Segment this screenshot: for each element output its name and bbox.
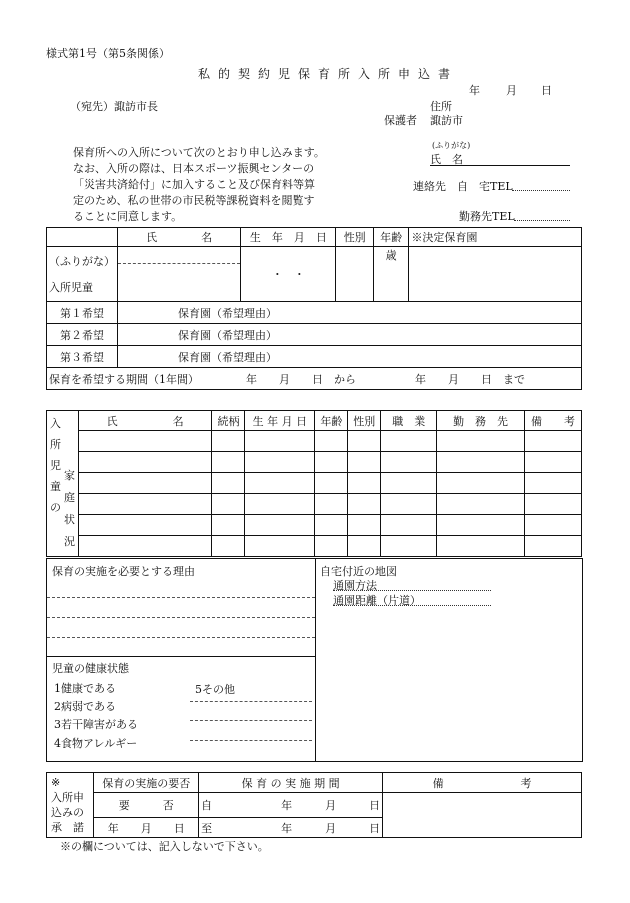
health-option-5[interactable]: 5その他	[195, 683, 235, 696]
col-header-birthdate: 生 年 月 日	[241, 228, 336, 247]
period-to: 年 月 日 まで	[415, 372, 525, 386]
city-name: 諏訪市	[430, 114, 463, 127]
intro-line: 保育所への入所について次のとおり申し込みます。	[73, 146, 325, 159]
side-chars-left	[50, 413, 61, 518]
approval-side-label	[47, 773, 94, 838]
intro-line: ることに同意します。	[73, 210, 183, 223]
health-other-line-1[interactable]	[190, 701, 312, 702]
health-option-1[interactable]: 1健康である	[54, 682, 116, 695]
side-char: 況	[64, 535, 75, 548]
family-col-birthdate: 生 年 月 日	[245, 411, 315, 431]
health-option-4[interactable]: 4食物アレルギー	[54, 737, 138, 750]
horizontal-divider	[46, 656, 316, 657]
approval-mark: ※	[51, 776, 61, 789]
approval-period-from	[199, 793, 383, 818]
period-label: 保育を希望する期間（1年間）	[49, 372, 199, 386]
side-char: の	[50, 501, 61, 514]
guardian-name-field[interactable]	[430, 151, 570, 166]
side-char: 庭	[64, 491, 75, 504]
approval-to-date: 年 月 日	[281, 821, 381, 835]
child-furigana-field[interactable]	[118, 247, 240, 264]
table-corner-cell	[47, 228, 118, 247]
col-header-sex: 性別	[336, 228, 373, 247]
preference-1-label: 第１希望	[47, 302, 118, 324]
side-char: 童	[50, 480, 61, 493]
approval-need-header: 保育の実施の要否	[94, 773, 199, 793]
child-age-cell[interactable]: 歳	[373, 247, 409, 302]
map-title: 自宅付近の地図	[320, 565, 397, 578]
reason-line-1[interactable]	[47, 597, 315, 598]
approval-period-header: 保 育 の 実 施 期 間	[199, 773, 383, 793]
child-application-table	[46, 227, 582, 390]
col-header-decided-nursery: ※決定保育園	[409, 228, 582, 247]
child-birthdate-cell[interactable]: ・ ・	[241, 247, 336, 302]
decided-nursery-cell	[409, 247, 582, 302]
family-side-label	[47, 411, 79, 557]
commute-distance-label: 通園距離（片道）	[333, 594, 421, 607]
furigana-label: （ふりがな）	[49, 255, 115, 268]
approval-from-date: 年 月 日	[281, 799, 381, 812]
table-row[interactable]	[47, 494, 582, 515]
child-sex-cell[interactable]	[336, 247, 373, 302]
table-row[interactable]	[47, 473, 582, 494]
side-char: 所	[50, 438, 61, 451]
col-header-age: 年齢	[373, 228, 409, 247]
work-tel-field[interactable]	[514, 208, 570, 221]
approval-date: 年 月 日	[94, 818, 199, 838]
commute-distance-field[interactable]	[333, 592, 491, 606]
approval-period-to	[199, 818, 383, 838]
date-month-label: 月	[506, 84, 517, 97]
preference-3-label: 第３希望	[47, 346, 118, 368]
home-tel-field[interactable]	[512, 178, 570, 191]
approval-table	[46, 772, 582, 838]
preference-2-label: 第２希望	[47, 324, 118, 346]
reason-line-3[interactable]	[47, 637, 315, 638]
reason-line-2[interactable]	[47, 617, 315, 618]
side-char: 児	[50, 459, 61, 472]
col-header-name: 氏 名	[118, 228, 241, 247]
date-year-label: 年	[469, 84, 480, 97]
side-char: 入	[50, 417, 61, 430]
period-from: 年 月 日 から	[246, 372, 356, 386]
approval-from-label: 自	[201, 799, 213, 812]
side-chars-right	[64, 465, 75, 553]
furigana-small-label: (ふりがな)	[432, 141, 471, 150]
commute-method-label: 通園方法	[333, 579, 377, 592]
family-col-age: 年齢	[315, 411, 348, 431]
page-title: 私的契約児保育所入所申込書	[198, 67, 459, 81]
health-option-2[interactable]: 2病弱である	[54, 700, 116, 713]
health-other-line-3[interactable]	[190, 740, 312, 741]
health-option-3[interactable]: 3若干障害がある	[54, 718, 138, 731]
footer-note: ※の欄については、記入しないで下さい。	[60, 840, 269, 853]
child-row-label	[47, 247, 118, 302]
approval-remarks-header: 備 考	[383, 773, 582, 793]
form-number: 様式第1号（第5条関係）	[46, 47, 170, 60]
family-col-relation: 続柄	[212, 411, 245, 431]
intro-line: なお、入所の際は、日本スポーツ振興センターの	[73, 162, 315, 175]
addressee: （宛先）諏訪市長	[70, 100, 158, 113]
home-tel-label: 自 宅TEL	[457, 180, 513, 193]
table-row[interactable]	[47, 515, 582, 536]
family-status-table	[46, 410, 582, 557]
intro-line: 「災害共済給付」に加入すること及び保育料等算	[73, 178, 315, 191]
vertical-divider	[315, 558, 316, 761]
approval-need-value: 要 否	[94, 793, 199, 818]
table-row[interactable]	[47, 536, 582, 557]
family-col-name: 氏 名	[78, 411, 212, 431]
commute-method-field[interactable]	[333, 577, 491, 591]
address-label: 住所	[430, 100, 452, 113]
health-title: 児童の健康状態	[52, 662, 129, 675]
contact-label: 連絡先	[413, 180, 446, 193]
preference-3-field[interactable]: 保育園（希望理由）	[118, 346, 582, 368]
family-col-job: 職 業	[381, 411, 437, 431]
approval-to-label: 至	[201, 821, 213, 835]
family-col-sex: 性別	[348, 411, 381, 431]
date-day-label: 日	[541, 84, 552, 97]
child-label: 入所児童	[49, 281, 93, 294]
family-col-workplace: 勤 務 先	[437, 411, 525, 431]
health-other-line-2[interactable]	[190, 720, 312, 721]
approval-remarks-value	[383, 793, 582, 838]
approval-label-1: 入所申	[51, 791, 84, 804]
side-char: 家	[64, 469, 75, 482]
approval-label-2: 込みの	[51, 806, 84, 819]
work-tel-label: 勤務先TEL	[459, 210, 515, 223]
family-col-remarks: 備 考	[524, 411, 581, 431]
approval-label-3: 承 諾	[51, 821, 84, 834]
guardian-name-label: 氏 名	[430, 153, 463, 166]
table-row[interactable]	[47, 452, 582, 473]
preference-2-field[interactable]: 保育園（希望理由）	[118, 324, 582, 346]
period-row[interactable]	[47, 368, 582, 390]
reason-title: 保育の実施を必要とする理由	[52, 565, 195, 578]
intro-paragraph	[73, 145, 325, 225]
table-row[interactable]	[47, 431, 582, 452]
side-char: 状	[64, 513, 75, 526]
preference-1-field[interactable]: 保育園（希望理由）	[118, 302, 582, 324]
child-name-cell[interactable]	[118, 247, 241, 302]
guardian-label: 保護者	[384, 114, 417, 127]
intro-line: 定のため、私の世帯の市民税等課税資料を閲覧す	[73, 194, 315, 207]
